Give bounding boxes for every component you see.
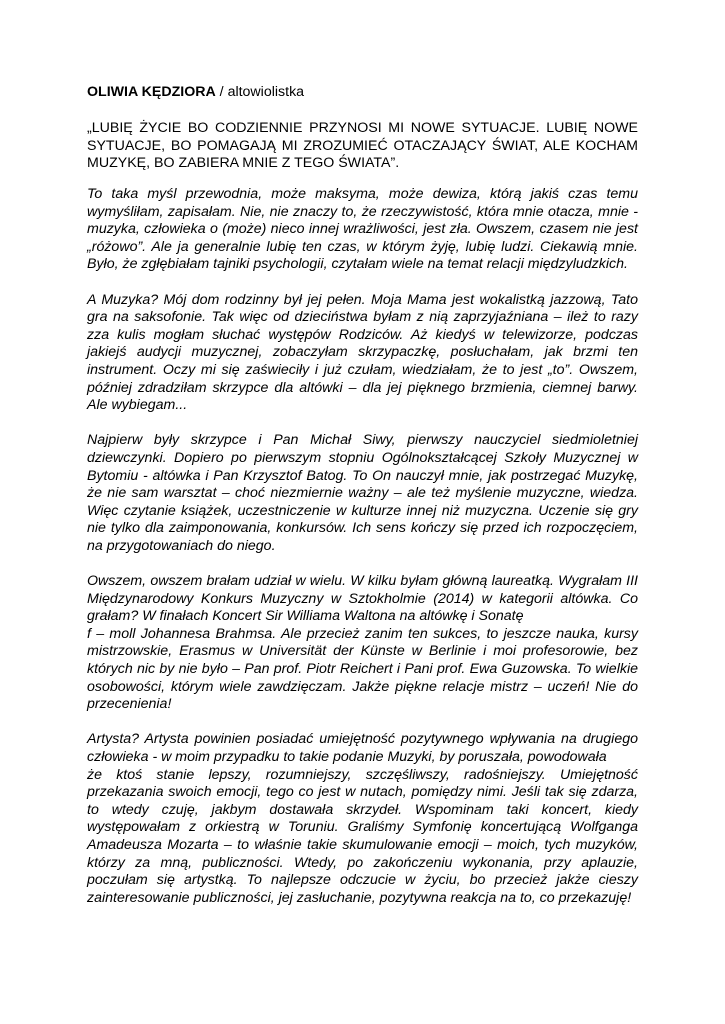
artist-role: altowiolistka xyxy=(227,84,305,100)
paragraph: A Muzyka? Mój dom rodzinny był jej pełen. Moja Mama jest wokalistką jazzową, Tato gra na saksofonie. Tak więc od dzieciństwa byłam z nią zaprzyjaźniana – ileż to razy zza kulis mogłam słuchać występów Rodziców. Aż kiedyś w telewizorze, podczas jakiejś audycji muzycznej, zobaczyłam skrzypaczkę, posłuchałam, jak brzmi ten instrument. Oczy mi się zaświeciły i już czułam, wiedziałam, że to jest „to”. Owszem, później zdradziłam skrzypce dla altówki – dla jej pięknego brzmienia, ciemnej barwy. Ale wybiegam... xyxy=(87,291,638,414)
paragraph-line: Owszem, owszem brałam udział w wielu. W kilku byłam główną laureatką. Wygrałam III Międzynarodowy Konkurs Muzyczny w Sztokholmie (2014) w kategorii altówka. Co grałam? W finałach Koncert Sir Williama Waltona na altówkę i Sonatę xyxy=(87,573,638,625)
paragraph-line: f – moll Johannesa Brahmsa. Ale przecież zanim ten sukces, to jeszcze nauka, kursy mistrzowskie, Erasmus w Universität der Künste w Berlinie i moi profesorowie, bez których nic by nie było – Pan prof. Piotr Reichert i Pani prof. Ewa Guzowska. To wielkie osobowości, którym wiele zawdzięczam. Jakże piękne relacje mistrz – uczeń! Nie do przecenienia! xyxy=(87,625,638,713)
artist-name: OLIWIA KĘDZIORA xyxy=(87,84,216,100)
paragraph-line: że ktoś stanie lepszy, rozumniejszy, szczęśliwszy, radośniejszy. Umiejętność przekazania swoich emocji, tego co jest w nutach, pomiędzy nimi. Jeśli tak się zdarza, to wtedy czuję, jakbym dostawała skrzydeł. Wspominam taki koncert, kiedy występowałam z orkiestrą w Toruniu. Graliśmy Symfonię koncertującą Wolfganga Amadeusza Mozarta – to właśnie takie skumulowanie emocji – moich, tych muzyków, którzy za mną, publiczności. Wtedy, po zakończeniu wykonania, przy aplauzie, poczułam się artystką. To najlepsze odczucie w życiu, bo przecież jakże cieszy zainteresowanie publiczności, jej zasłuchanie, pozytywna reakcja na to, co przekazuję! xyxy=(87,766,638,906)
paragraph: Najpierw były skrzypce i Pan Michał Siwy, pierwszy nauczyciel siedmioletniej dziewczynki. Dopiero po pierwszym stopniu Ogólnokształcącej Szkoły Muzycznej w Bytomiu - altówka i Pan Krzysztof Batog. To On nauczył mnie, jak postrzegać Muzykę, że nie sam warsztat – choć niezmiernie ważny – ale też myślenie muzyczne, wiedza. Więc czytanie książek, uczestniczenie w kulturze innej niż muzyczna. Uczenie się gry nie tylko dla zaimponowania, konkursów. Ich sens kończy się przed ich rozpoczęciem, na przygotowaniach do niego. xyxy=(87,432,638,554)
motto-quote: „LUBIĘ ŻYCIE BO CODZIENNIE PRZYNOSI MI NOWE SYTUACJE. LUBIĘ NOWE SYTUACJE, BO POMAGAJĄ MI ZROZUMIEĆ OTACZAJĄCY ŚWIAT, ALE KOCHAM MUZYKĘ, BO ZABIERA MNIE Z TEGO ŚWIATA”. xyxy=(87,120,638,172)
page-heading xyxy=(87,84,638,102)
paragraph-line: Artysta? Artysta powinien posiadać umiejętność pozytywnego wpływania na drugiego człowieka - w moim przypadku to takie podanie Muzyki, by poruszała, powodowała xyxy=(87,731,638,765)
article-body xyxy=(87,186,638,925)
heading-separator: / xyxy=(215,84,228,100)
paragraph xyxy=(87,573,638,714)
paragraph xyxy=(87,731,638,907)
paragraph: To taka myśl przewodnia, może maksyma, może dewiza, którą jakiś czas temu wymyśliłam, zapisałam. Nie, nie znaczy to, że rzeczywistość, która mnie otacza, mnie - muzyka, człowieka o (może) nieco innej wrażliwości, jest zła. Owszem, czasem nie jest „różowo”. Ale ja generalnie lubię ten czas, w którym żyję, lubię ludzi. Ciekawią mnie. Było, że zgłębiałam tajniki psychologii, czytałam wiele na temat relacji międzyludzkich. xyxy=(87,186,638,273)
